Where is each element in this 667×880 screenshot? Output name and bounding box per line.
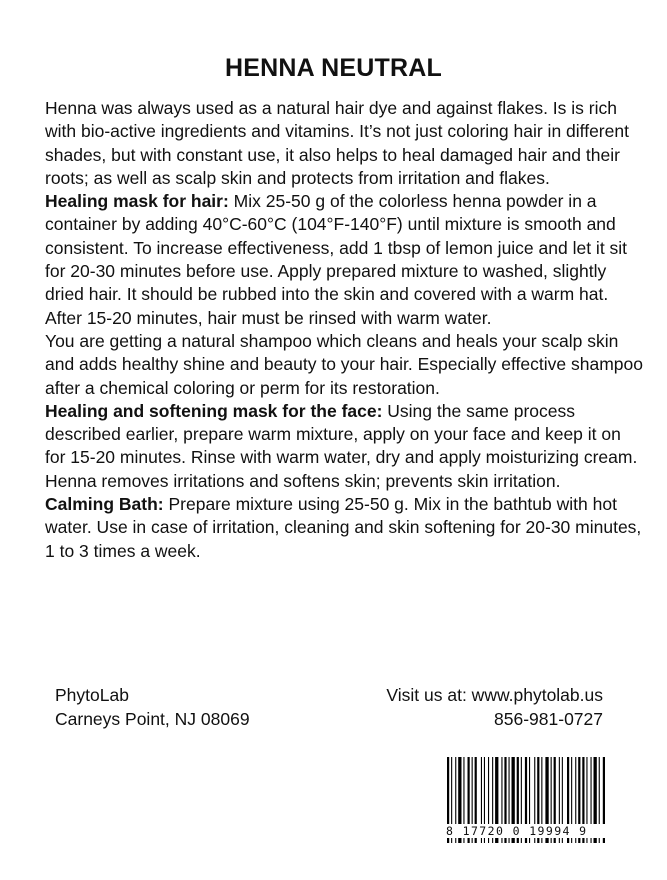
section-shampoo [45, 330, 645, 400]
company-name: PhytoLab [55, 685, 129, 705]
section-heading: Healing and softening mask for the face: [45, 400, 383, 421]
section-text: Using the same process described earlier, prepare warm mixture, apply on your face and keep it on for 15-20 minutes. Rinse with warm water, dry and apply moisturizing cream. Henna removes irritations and softens skin; prevents skin irritation. [45, 400, 638, 491]
contact-block [386, 683, 603, 731]
intro-paragraph: Henna was always used as a natural hair dye and against flakes. Is is rich with bio-active ingredients and vitamins. It’s not just coloring hair in different shades, but with constant use, it also helps to heal damaged hair and their roots; as well as scalp skin and protects from irritation and flakes. [45, 98, 629, 188]
product-title: HENNA NEUTRAL [225, 54, 442, 82]
website-text: Visit us at: www.phytolab.us [386, 685, 603, 705]
section-face-mask [45, 400, 645, 493]
phone-number: 856-981-0727 [494, 709, 603, 729]
section-text: You are getting a natural shampoo which cleans and heals your scalp skin and adds healthy shine and beauty to your hair. Especially effective shampoo after a chemical coloring or perm for its restoration. [45, 330, 643, 398]
section-text: Prepare mixture using 25-50 g. Mix in the bathtub with hot water. Use in case of irritation, cleaning and skin softening for 20-30 minutes, 1 to 3 times a week. [45, 494, 642, 561]
section-text: Mix 25-50 g of the colorless henna powder in a container by adding 40°C-60°C (104°F-140°F) until mixture is smooth and consistent. To increase effectiveness, add 1 tbsp of lemon juice and let it sit for 20-30 minutes before use. Apply prepared mixture to washed, slightly dried hair. It should be rubbed into the skin and covered with a warm hat. After 15-20 minutes, hair must be rinsed with warm water. [45, 191, 628, 328]
section-calming-bath [45, 493, 645, 563]
section-heading: Calming Bath: [45, 494, 164, 515]
company-address: Carneys Point, NJ 08069 [55, 709, 250, 729]
company-address-block [55, 683, 250, 731]
instructions-body [45, 97, 645, 563]
section-hair-mask [45, 190, 645, 330]
barcode-digits: 8 17720 0 19994 9 [444, 824, 610, 838]
section-heading: Healing mask for hair: [45, 191, 229, 212]
